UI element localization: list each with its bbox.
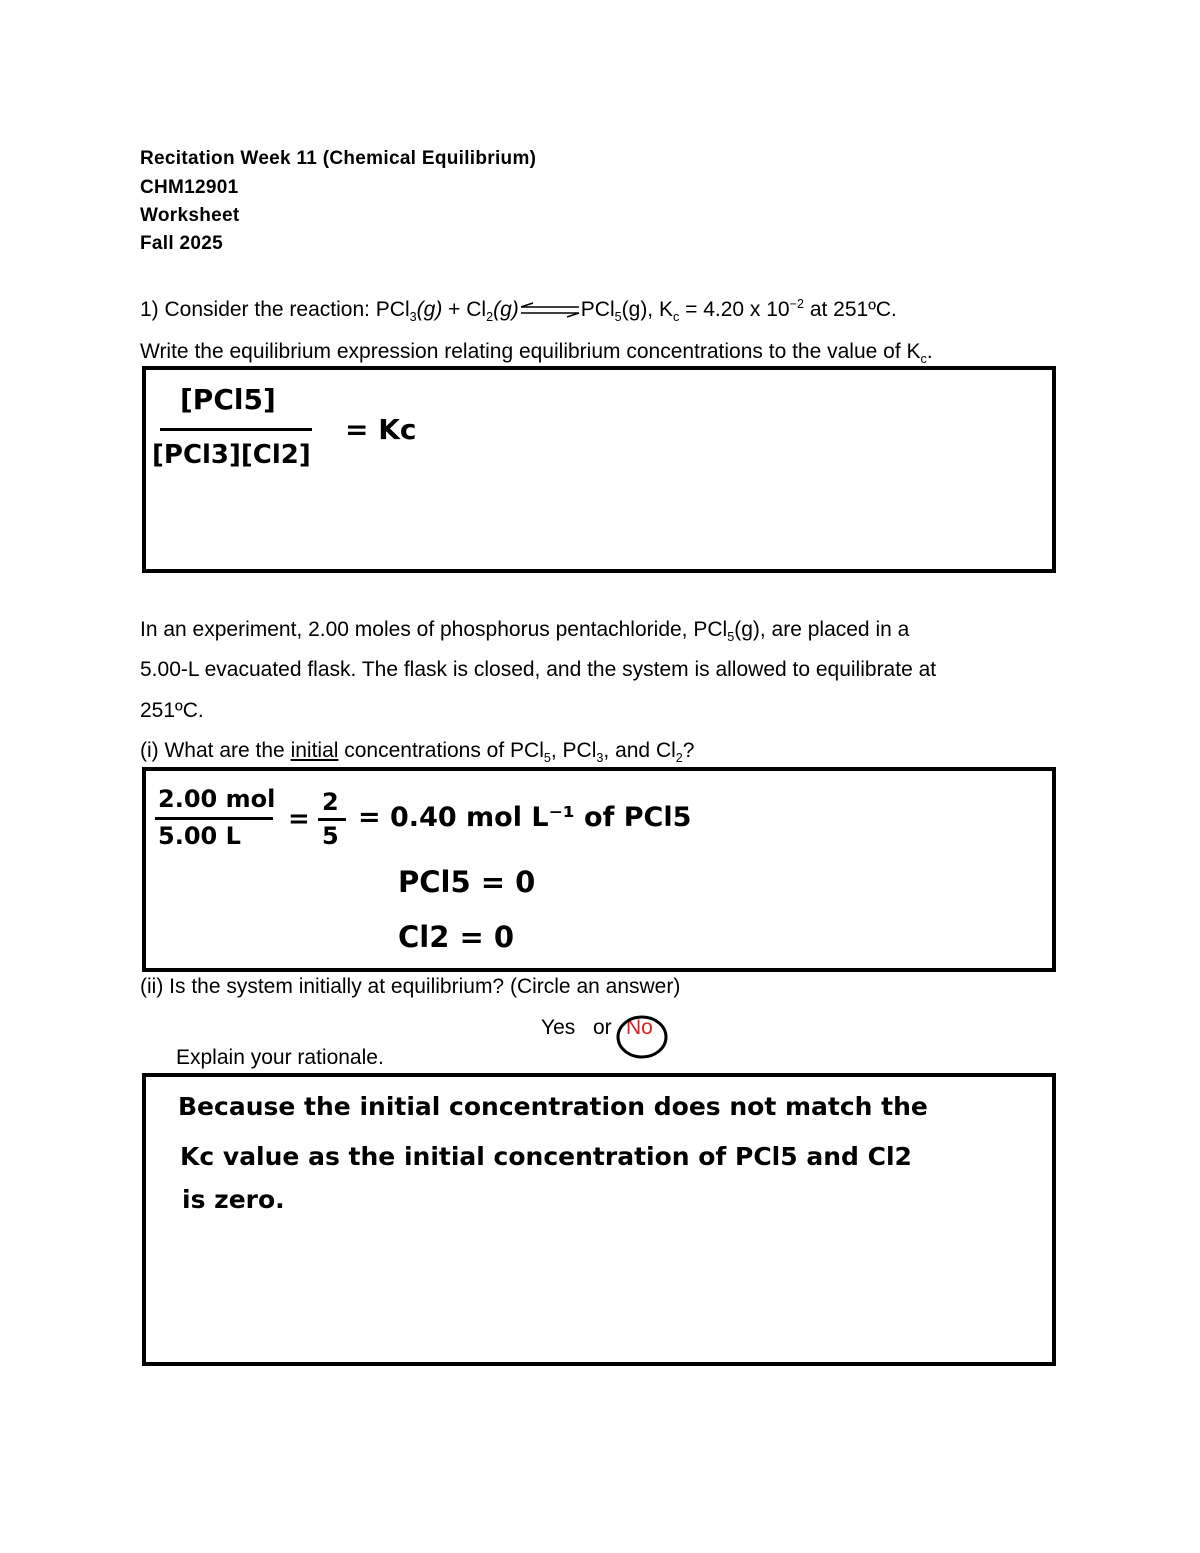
hw-frac-numerator: 2.00 mol: [158, 785, 276, 813]
hw-denominator: [PCl3][Cl2]: [152, 440, 311, 470]
hw-rationale-line-1: Because the initial concentration does not match the: [178, 1092, 928, 1121]
course-code: CHM12901: [140, 177, 239, 198]
hw-frac-denominator: 5.00 L: [158, 822, 241, 850]
part-i-question: (i) What are the initial concentrations of PCl$_5$, PCl$_3$, and $Cl_2$?: [140, 739, 695, 766]
hw-small-denominator: 5: [322, 822, 339, 850]
answer-circle-icon: [614, 1012, 670, 1062]
answer-box-i[interactable]: [142, 767, 1056, 972]
document-type: Worksheet: [140, 205, 240, 226]
experiment-line-2: 5.00-L evacuated flask. The flask is closed, and the system is allowed to equilibrate at: [140, 658, 937, 681]
hw-pcl5-zero: PCl5 = 0: [398, 865, 536, 899]
hw-numerator: [PCl5]: [180, 383, 276, 416]
hw-equals-kc: = Kc: [345, 413, 417, 446]
explain-prompt: Explain your rationale.: [176, 1046, 384, 1069]
hw-concentration-result: = 0.40 mol L⁻¹ of PCl5: [358, 802, 692, 833]
equilibrium-arrow-icon: [519, 302, 581, 318]
hw-rationale-line-2: Kc value as the initial concentration of PCl5 and Cl2: [180, 1142, 912, 1171]
term: Fall 2025: [140, 233, 223, 254]
no-option[interactable]: No: [626, 1016, 653, 1039]
or-text: or: [593, 1016, 612, 1039]
hw-rationale-line-3: is zero.: [182, 1185, 285, 1214]
q1-reaction: 1) Consider the reaction: $PCl_3(g) + Cl_2(g)$ PCl$_5$(g), $K_c = 4.20$ x $10^{-2}$ at 251ºC.: [140, 297, 897, 325]
fraction-bar-2: [155, 817, 273, 820]
worksheet-title: Recitation Week 11 (Chemical Equilibrium): [140, 148, 537, 169]
hw-cl2-zero: Cl2 = 0: [398, 920, 515, 954]
hw-small-numerator: 2: [322, 788, 339, 816]
yes-option[interactable]: Yes: [541, 1016, 576, 1039]
hw-equals: =: [288, 804, 310, 834]
q1-prompt: Write the equilibrium expression relating equilibrium concentrations to the value of $K_c$.: [140, 340, 933, 367]
experiment-line-3: 251ºC.: [140, 699, 204, 722]
fraction-bar-1: [160, 428, 312, 431]
experiment-line-1: In an experiment, 2.00 moles of phosphorus pentachloride, PCl$_5$(g), are placed in a: [140, 618, 910, 645]
part-ii-question: (ii) Is the system initially at equilibrium? (Circle an answer): [140, 975, 681, 998]
fraction-bar-3: [318, 818, 346, 821]
